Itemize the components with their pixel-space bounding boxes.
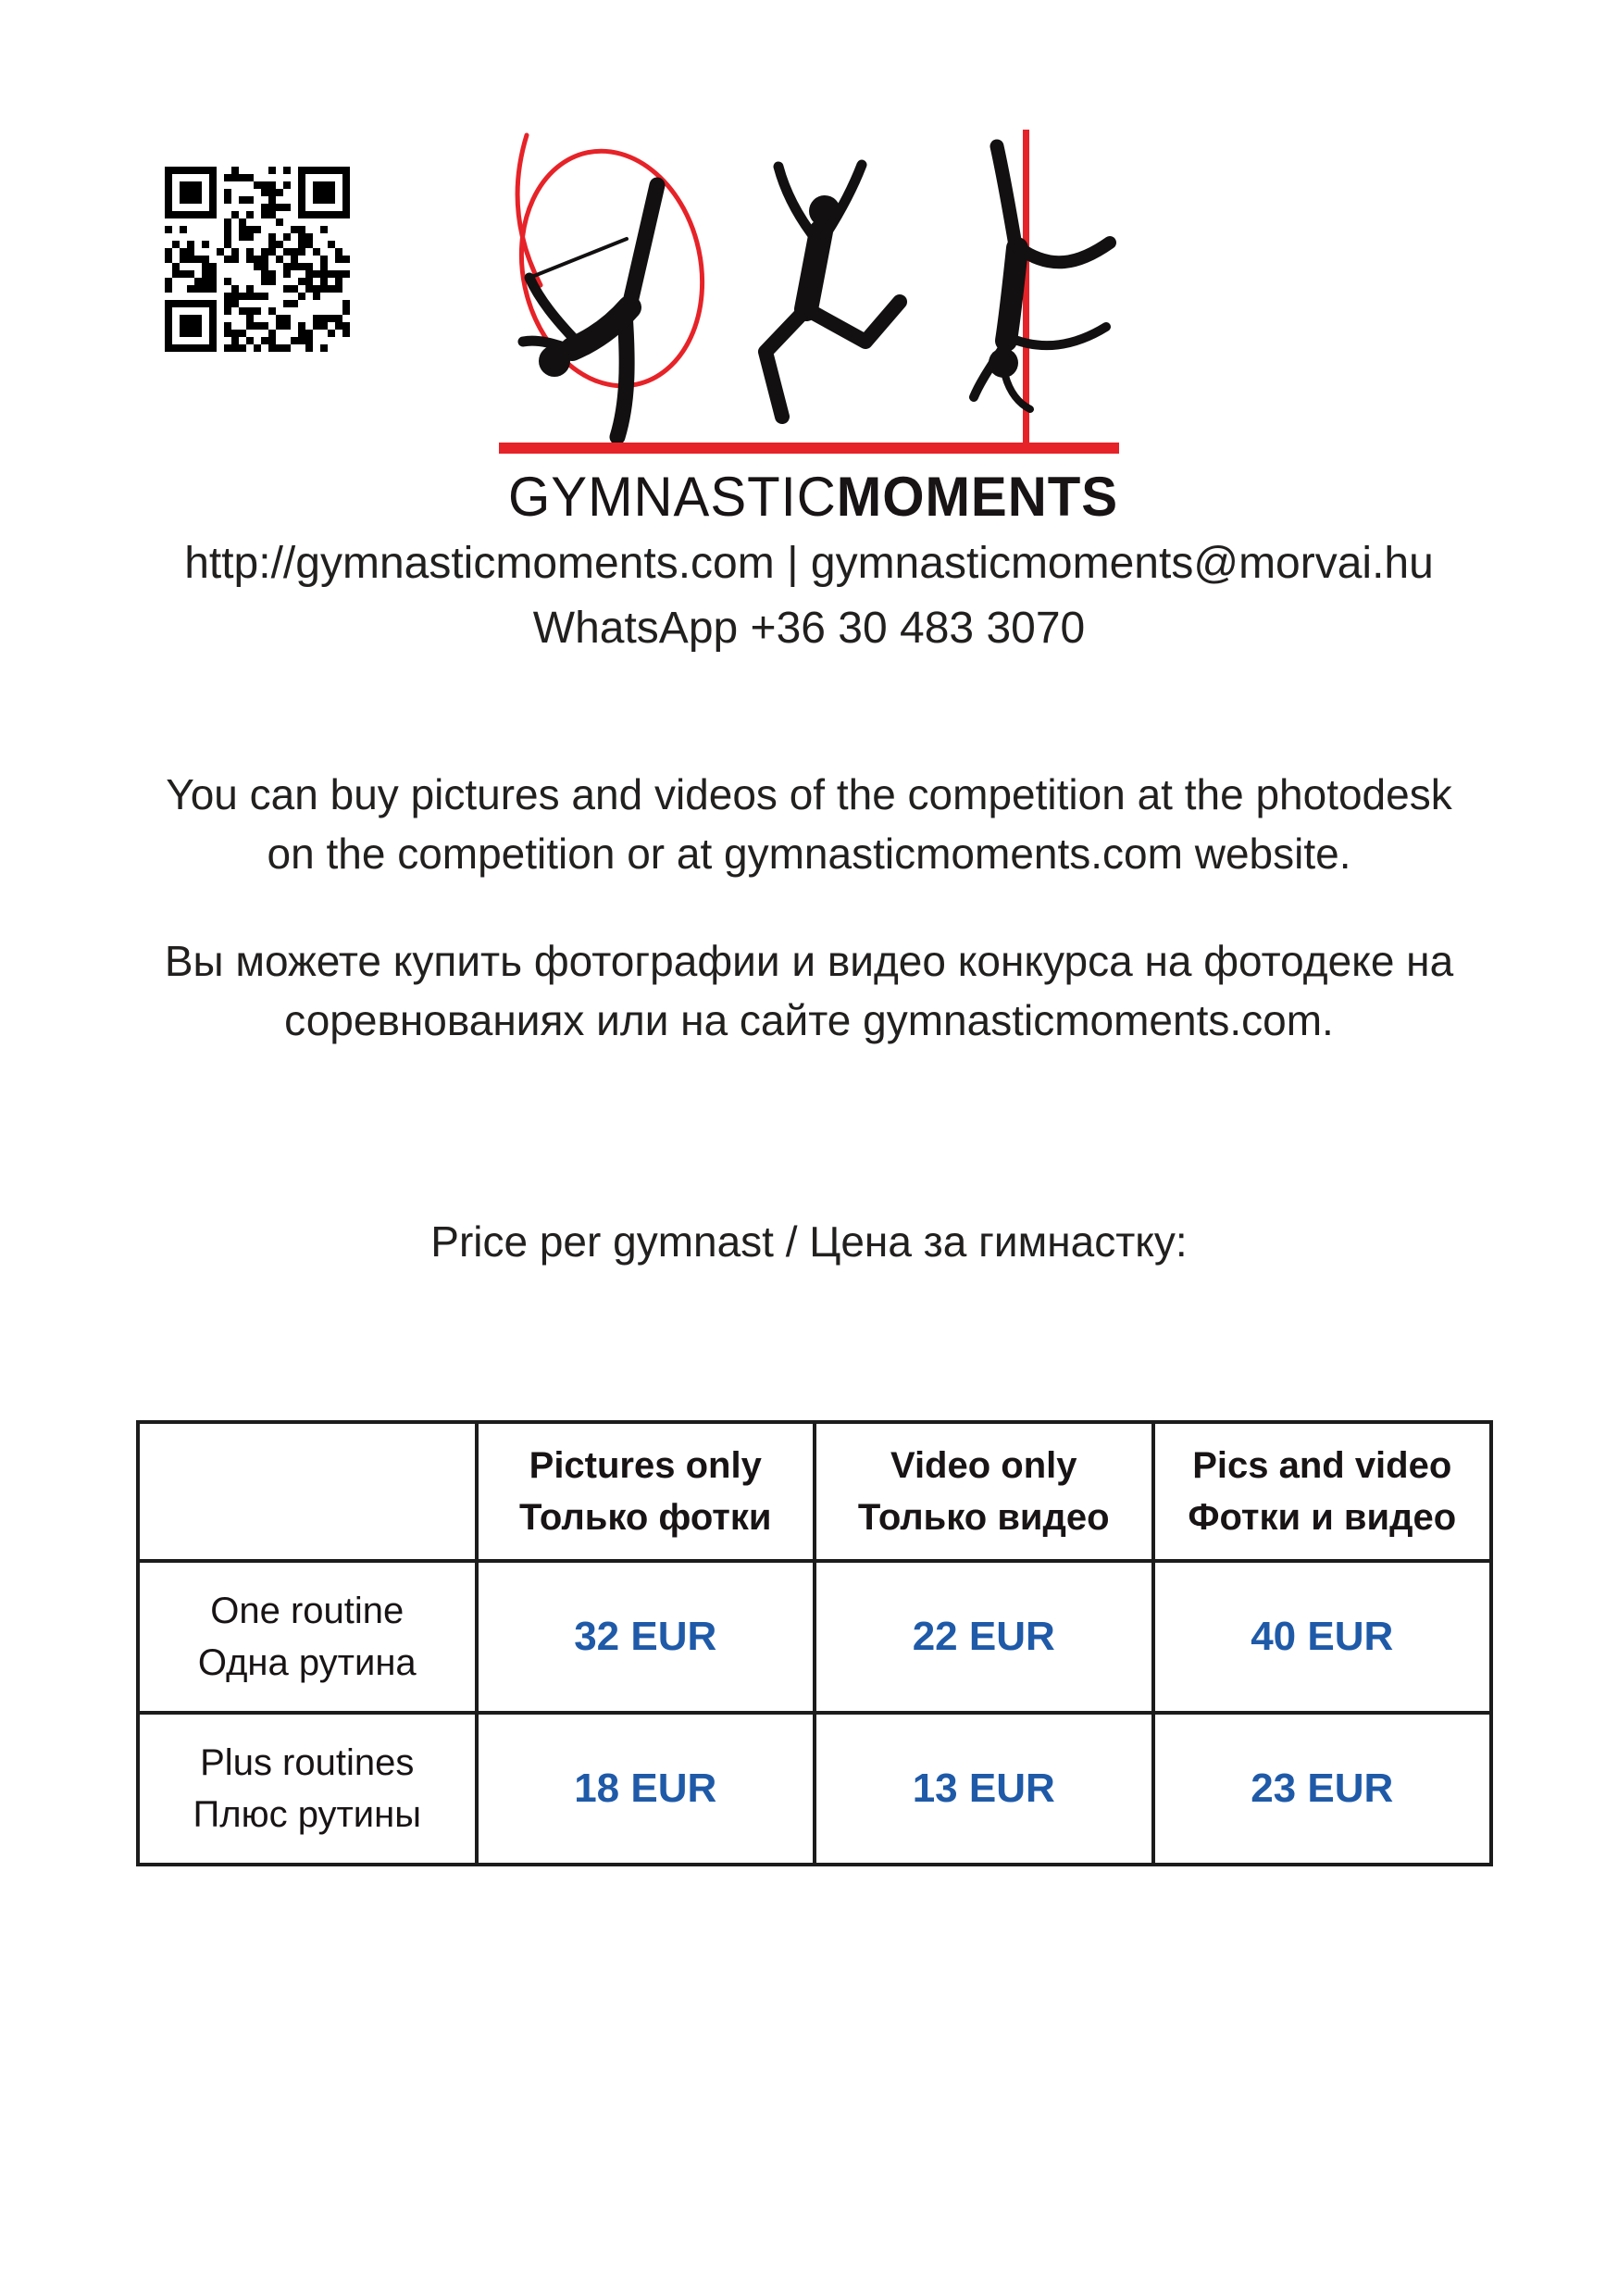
ribbon-icon xyxy=(500,134,723,403)
row-label-line-en: One routine xyxy=(210,1591,404,1631)
intro-paragraph-english xyxy=(0,765,1618,883)
price-cell-one-routine-pics-and-video: 40 EUR xyxy=(1153,1561,1492,1713)
qr-code xyxy=(165,167,350,352)
header-line-ru: Только видео xyxy=(857,1497,1110,1538)
contact-whatsapp: WhatsApp +36 30 483 3070 xyxy=(532,604,1086,653)
table-header-row xyxy=(138,1422,1491,1561)
pricing-table xyxy=(136,1420,1493,1866)
table-row-one-routine xyxy=(138,1561,1491,1713)
column-header-pictures-only xyxy=(477,1422,815,1561)
pricing-heading: Price per gymnast / Цена за гимнастку: xyxy=(430,1217,1188,1266)
logo-wordmark xyxy=(508,465,1119,529)
row-label-line-ru: Плюс рутины xyxy=(193,1794,421,1835)
gymnasticmoments-logo xyxy=(499,130,1119,529)
column-header-pics-and-video xyxy=(1153,1422,1492,1561)
intro-ru-line2: соревнованиях или на сайте gymnasticmoments.com. xyxy=(284,996,1334,1044)
header-line-ru: Фотки и видео xyxy=(1188,1497,1457,1538)
price-cell-one-routine-pictures: 32 EUR xyxy=(477,1561,815,1713)
intro-ru-line1: Вы можете купить фотографии и видео конкурса на фотодеке на xyxy=(164,937,1454,985)
row-label-plus-routines xyxy=(138,1713,477,1865)
price-cell-plus-routines-video: 13 EUR xyxy=(815,1713,1153,1865)
wordmark-gymnastic: GYMNASTIC xyxy=(508,466,837,528)
table-row-plus-routines xyxy=(138,1713,1491,1865)
gymnasts-logo-graphic xyxy=(499,130,1119,455)
header-line-ru: Только фотки xyxy=(519,1497,772,1538)
header-line-en: Video only xyxy=(890,1445,1077,1486)
row-label-line-ru: Одна рутина xyxy=(197,1642,417,1683)
intro-en-line2: on the competition or at gymnasticmoments.com website. xyxy=(267,830,1351,878)
logo-baseline xyxy=(499,443,1119,454)
pole-gymnast-silhouette xyxy=(974,146,1110,409)
wordmark-moments: MOMENTS xyxy=(836,466,1119,528)
price-cell-plus-routines-pics-and-video: 23 EUR xyxy=(1153,1713,1492,1865)
contact-block xyxy=(0,531,1618,661)
price-cell-plus-routines-pictures: 18 EUR xyxy=(477,1713,815,1865)
ribbon-gymnast-silhouette xyxy=(523,185,657,437)
header-line-en: Pictures only xyxy=(529,1445,762,1486)
corner-cell xyxy=(138,1422,477,1561)
row-label-one-routine xyxy=(138,1561,477,1713)
column-header-video-only xyxy=(815,1422,1153,1561)
header-line-en: Pics and video xyxy=(1192,1445,1452,1486)
intro-paragraph-russian xyxy=(0,931,1618,1050)
price-cell-one-routine-video: 22 EUR xyxy=(815,1561,1153,1713)
intro-en-line1: You can buy pictures and videos of the competition at the photodesk xyxy=(166,770,1452,818)
contact-website-email: http://gymnasticmoments.com | gymnasticmoments@morvai.hu xyxy=(184,539,1434,588)
row-label-line-en: Plus routines xyxy=(200,1742,415,1783)
leaping-gymnast-silhouette xyxy=(765,165,900,417)
